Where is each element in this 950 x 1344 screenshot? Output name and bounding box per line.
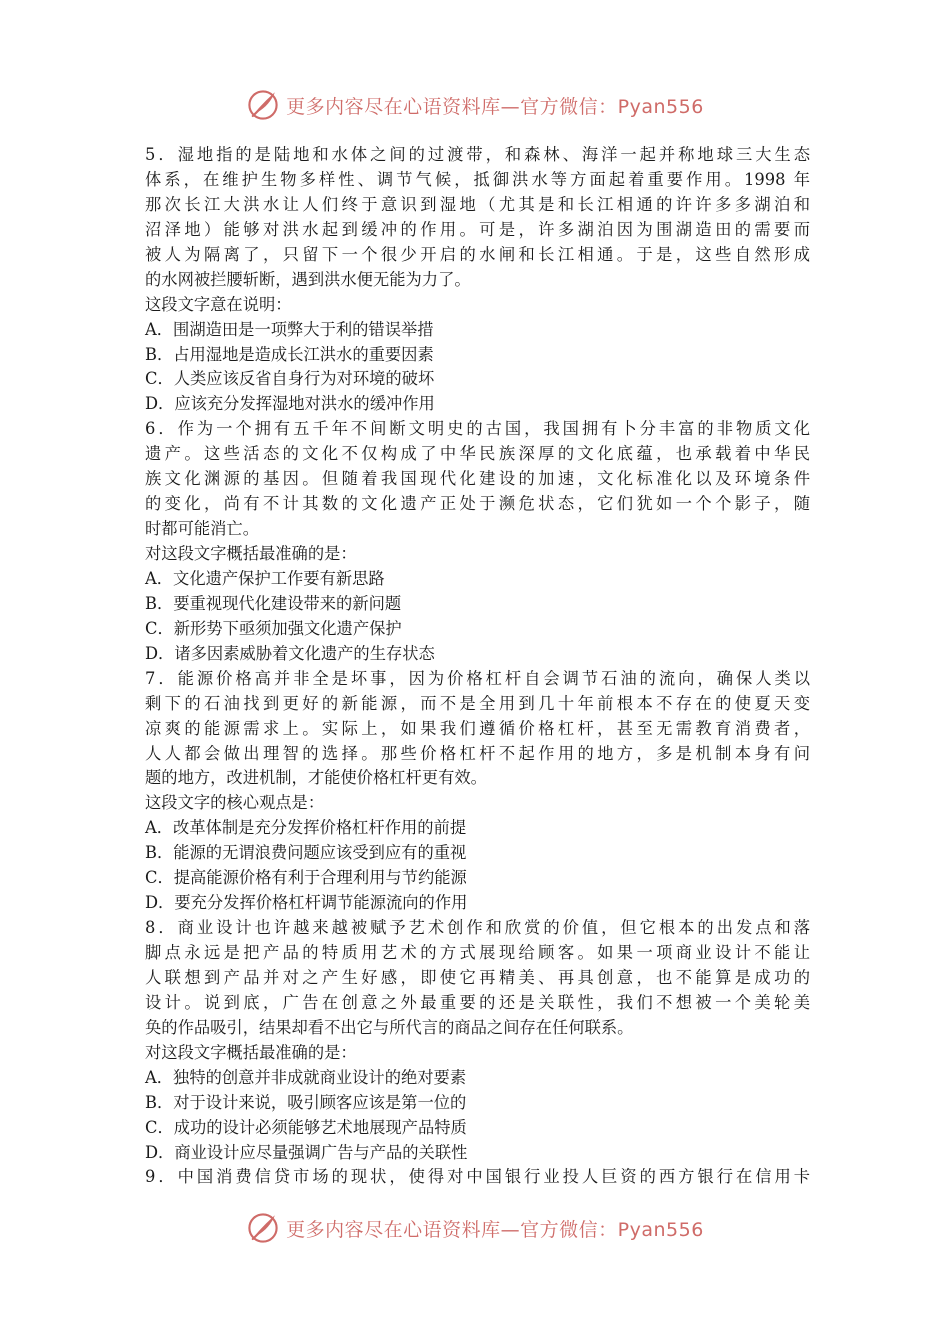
stem-line: 题的地方，改进机制，才能使价格杠杆更有效。	[145, 768, 487, 788]
stem-line: 脚点永远是把产品的特质用艺术的方式展现给顾客。如果一项商业设计不能让	[145, 943, 810, 962]
question-prompt: 这段文字意在说明：	[145, 294, 292, 314]
stem-line: 被人为隔离了，只留下一个很少开启的水闸和长江相通。于是，这些自然形成	[145, 244, 810, 264]
option-d: D．诸多因素威胁着文化遗产的生存状态	[145, 643, 435, 663]
option-d: D．应该充分发挥湿地对洪水的缓冲作用	[145, 394, 435, 414]
option-c: C．提高能源价格有利于合理利用与节约能源	[145, 868, 467, 888]
watermark-text: 更多内容尽在心语资料库—官方微信：Pyan556	[286, 95, 704, 118]
stem-line: 9．中国消费信贷市场的现状，使得对中国银行业投人巨资的西方银行在信用卡	[145, 1167, 810, 1187]
option-b: B．对于设计来说，吸引顾客应该是第一位的	[145, 1092, 467, 1112]
stem-line: 8．商业设计也许越来越被赋予艺术创作和欣赏的价值，但它根本的出发点和落	[145, 918, 810, 938]
quill-pen-icon	[246, 88, 280, 122]
stem-line: 人人都会做出理智的选择。那些价格杠杆不起作用的地方，多是机制本身有问	[145, 743, 810, 763]
stem-line: 凉爽的能源需求上。实际上，如果我们遵循价格杠杆，甚至无需教育消费者，	[145, 718, 810, 738]
header-watermark	[0, 80, 950, 130]
option-a: A．改革体制是充分发挥价格杠杆作用的前提	[145, 818, 467, 838]
watermark-text: 更多内容尽在心语资料库—官方微信：Pyan556	[286, 1218, 704, 1241]
quill-pen-icon	[246, 1211, 280, 1245]
option-a: A．文化遗产保护工作要有新思路	[145, 568, 385, 588]
question-6	[145, 417, 810, 666]
stem-line: 遗产。这些活态的文化不仅构成了中华民族深厚的文化底蕴，也承载着中华民	[145, 444, 810, 464]
option-d: D．商业设计应尽量强调广告与产品的关联性	[145, 1142, 468, 1162]
stem-line: 剩下的石油找到更好的新能源，而不是全用到几十年前根本不存在的使夏天变	[145, 693, 810, 713]
stem-line: 的变化，尚有不计其数的文化遗产正处于濒危状态，它们犹如一个个影子，随	[145, 494, 810, 514]
option-b: B．能源的无谓浪费问题应该受到应有的重视	[145, 843, 467, 863]
question-9	[145, 1165, 810, 1190]
stem-line: 体系，在维护生物多样性、调节气候，抵御洪水等方面起着重要作用。1998 年	[145, 169, 810, 189]
stem-line: 那次长江大洪水让人们终于意识到湿地（尤其是和长江相通的许许多多湖泊和	[145, 194, 810, 214]
option-d: D．要充分发挥价格杠杆调节能源流向的作用	[145, 893, 468, 913]
option-c: C．成功的设计必须能够艺术地展现产品特质	[145, 1117, 467, 1137]
stem-line: 设计。说到底，广告在创意之外最重要的还是关联性，我们不想被一个美轮美	[145, 992, 810, 1012]
option-b: B．占用湿地是造成长江洪水的重要因素	[145, 344, 434, 364]
footer-watermark	[0, 1203, 950, 1253]
question-8	[145, 916, 810, 1165]
option-c: C．人类应该反省自身行为对环境的破坏	[145, 369, 435, 389]
question-prompt: 这段文字的核心观点是：	[145, 793, 325, 813]
stem-line: 7．能源价格高并非全是坏事，因为价格杠杆自会调节石油的流向，确保人类以	[145, 668, 810, 688]
stem-line: 时都可能消亡。	[145, 519, 259, 539]
stem-line: 族文化渊源的基因。但随着我国现代化建设的加速，文化标准化以及环境条件	[145, 469, 810, 489]
option-b: B．要重视现代化建设带来的新问题	[145, 593, 402, 613]
question-prompt: 对这段文字概括最准确的是：	[145, 1042, 357, 1062]
question-7	[145, 667, 810, 916]
option-a: A．独特的创意并非成就商业设计的绝对要素	[145, 1067, 467, 1087]
stem-line: 的水网被拦腰斩断，遇到洪水便无能为力了。	[145, 269, 471, 289]
stem-line: 人联想到产品并对之产生好感，即使它再精美、再具创意，也不能算是成功的	[145, 967, 810, 987]
stem-line: 5．湿地指的是陆地和水体之间的过渡带，和森林、海洋一起并称地球三大生态	[145, 145, 810, 164]
option-c: C．新形势下亟须加强文化遗产保护	[145, 618, 402, 638]
stem-line: 沼泽地）能够对洪水起到缓冲的作用。可是，许多湖泊因为围湖造田的需要而	[145, 219, 810, 239]
question-prompt: 对这段文字概括最准确的是：	[145, 544, 357, 563]
question-5	[145, 143, 810, 417]
stem-line: 6．作为一个拥有五千年不间断文明史的古国，我国拥有卜分丰富的非物质文化	[145, 419, 810, 439]
document-body	[145, 143, 810, 1190]
option-a: A．围湖造田是一项弊大于利的错误举措	[145, 319, 434, 339]
stem-line: 奂的作品吸引，结果却看不出它与所代言的商品之间存在任何联系。	[145, 1017, 634, 1037]
